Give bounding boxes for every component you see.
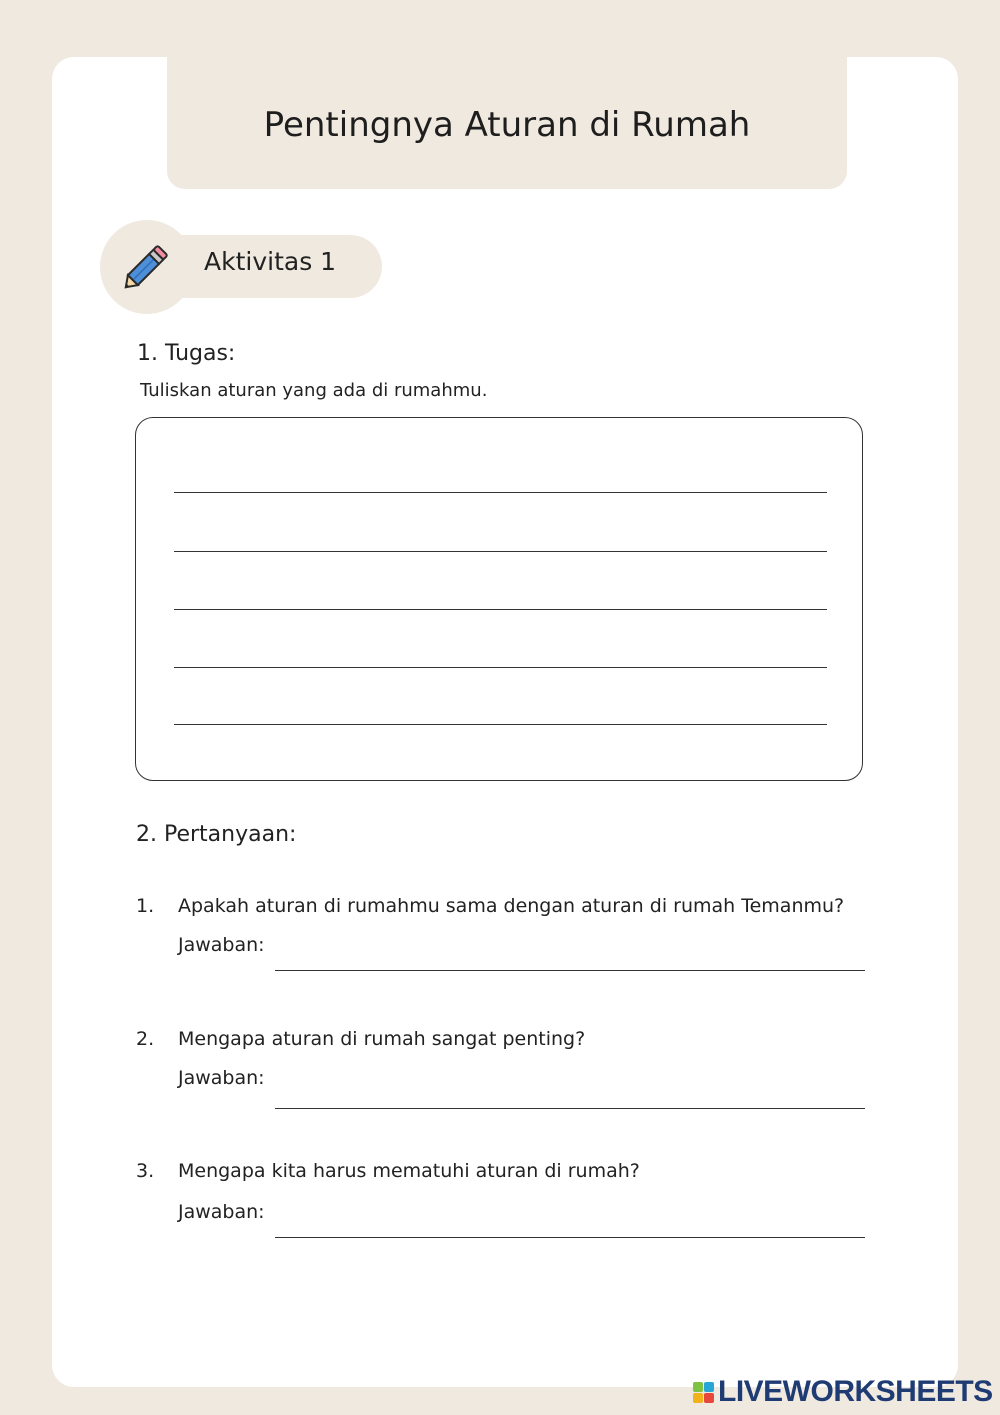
- liveworksheets-logo-icon: [693, 1382, 714, 1403]
- activity-label: Aktivitas 1: [204, 247, 337, 276]
- liveworksheets-brand[interactable]: [693, 1376, 993, 1408]
- answer-label: Jawaban:: [178, 934, 265, 956]
- pencil-icon: [121, 240, 173, 292]
- question-number: 2.: [136, 1028, 155, 1050]
- question-text: Apakah aturan di rumahmu sama dengan aturan di rumah Temanmu?: [178, 895, 845, 917]
- answer-label: Jawaban:: [178, 1067, 265, 1089]
- task-answer-box[interactable]: [135, 417, 863, 781]
- task-instruction: Tuliskan aturan yang ada di rumahmu.: [140, 380, 488, 401]
- answer-input-line[interactable]: [275, 1237, 865, 1238]
- task-heading: 1. Tugas:: [137, 341, 236, 366]
- answer-line[interactable]: [174, 724, 827, 725]
- brand-name: LIVEWORKSHEETS: [718, 1375, 993, 1408]
- question-text: Mengapa kita harus mematuhi aturan di rumah?: [178, 1160, 640, 1182]
- answer-input-line[interactable]: [275, 970, 865, 971]
- page-title: Pentingnya Aturan di Rumah: [263, 105, 751, 145]
- question-number: 3.: [136, 1160, 155, 1182]
- answer-line[interactable]: [174, 667, 827, 668]
- question-number: 1.: [136, 895, 155, 917]
- answer-line[interactable]: [174, 492, 827, 493]
- title-banner: [167, 57, 847, 189]
- questions-heading: 2. Pertanyaan:: [136, 822, 297, 847]
- answer-label: Jawaban:: [178, 1201, 265, 1223]
- answer-input-line[interactable]: [275, 1108, 865, 1109]
- question-text: Mengapa aturan di rumah sangat penting?: [178, 1028, 586, 1050]
- answer-line[interactable]: [174, 609, 827, 610]
- answer-line[interactable]: [174, 551, 827, 552]
